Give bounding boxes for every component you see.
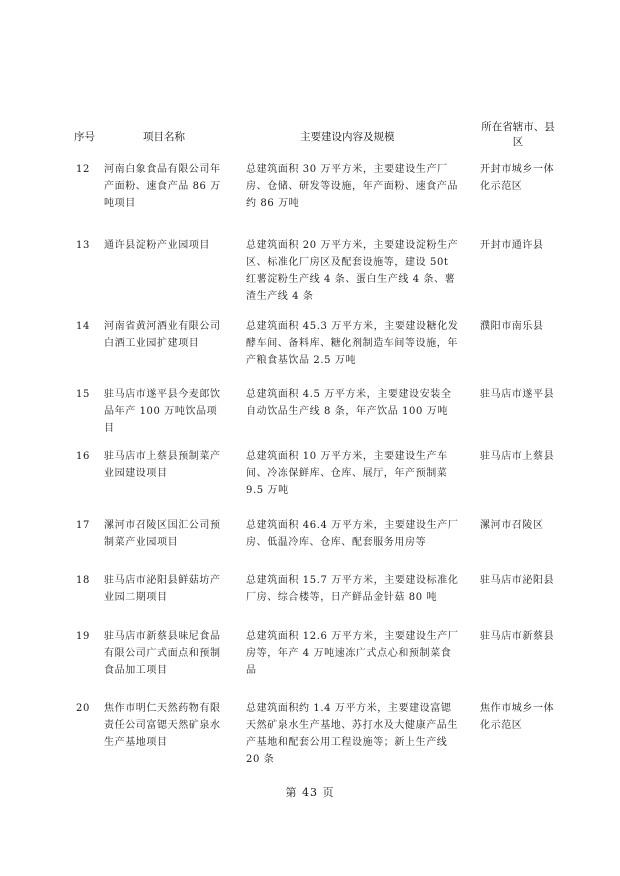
- cell-seq: 15: [76, 389, 90, 400]
- cell-name: 驻马店市上蔡县预制菜产业园建设项目: [104, 451, 221, 479]
- cell-location: 开封市通许县: [480, 240, 544, 251]
- cell-content: 总建筑面积 12.6 万平方米，主要建设生产厂房等，年产 4 万吨速冻广式点心和预制菜食品: [246, 631, 459, 676]
- table-row: [0, 572, 620, 628]
- cell-location: 驻马店市上蔡县: [480, 451, 555, 462]
- cell-seq: 18: [76, 575, 90, 586]
- cell-seq: 17: [76, 520, 90, 531]
- cell-content: 总建筑面积 30 万平方米，主要建设生产厂房、仓储、研发等设施，年产面粉、速食产品约 86 万吨: [246, 164, 458, 209]
- cell-seq: 13: [76, 240, 90, 251]
- header-content: 主要建设内容及规模: [300, 131, 395, 143]
- cell-name: 河南省黄河酒业有限公司白酒工业园扩建项目: [104, 321, 221, 349]
- cell-content: 总建筑面积 10 万平方米，主要建设生产车间、冷冻保鲜库、仓库、展厅，年产预制菜 9.5 万吨: [246, 451, 448, 496]
- cell-content: 总建筑面积 4.5 万平方米，主要建设安装全自动饮品生产线 8 条，年产饮品 100 万吨: [246, 389, 452, 417]
- cell-seq: 16: [76, 451, 90, 462]
- cell-name: 焦作市明仁天然药物有限责任公司富锶天然矿泉水生产基地项目: [104, 703, 221, 748]
- cell-location: 焦作市城乡一体化示范区: [480, 703, 555, 731]
- cell-name: 驻马店市泌阳县鲜菇坊产业园二期项目: [104, 575, 221, 603]
- cell-name: 通许县淀粉产业园项目: [104, 240, 210, 251]
- table-row: [0, 161, 620, 237]
- table-row: [0, 448, 620, 517]
- header-name: 项目名称: [143, 131, 185, 143]
- cell-location: 驻马店市新蔡县: [480, 631, 555, 642]
- page-number: 第 43 页: [285, 786, 335, 799]
- cell-seq: 12: [76, 164, 90, 175]
- cell-content: 总建筑面积 15.7 万平方米，主要建设标准化厂房、综合楼等，日产鲜品金针菇 80 吨: [246, 575, 459, 603]
- cell-name: 河南白象食品有限公司年产面粉、速食产品 86 万吨项目: [104, 164, 221, 209]
- table-row: [0, 517, 620, 572]
- cell-content: 总建筑面积 45.3 万平方米，主要建设糖化发酵车间、备料库、糖化剂制造车间等设施，年产粮食基饮品 2.5 万吨: [246, 321, 459, 366]
- header-seq: 序号: [74, 131, 95, 143]
- cell-name: 驻马店市新蔡县味尼食品有限公司广式面点和预制食品加工项目: [104, 631, 221, 676]
- cell-content: 总建筑面积 20 万平方米，主要建设淀粉生产区、标准化厂房区及配套设施等，建设 50t 红薯淀粉生产线 4 条、蛋白生产线 4 条、薯渣生产线 4 条: [246, 240, 459, 302]
- cell-content: 总建筑面积 46.4 万平方米，主要建设生产厂房、低温冷库、仓库、配套服务用房等: [246, 520, 459, 548]
- table-body: [0, 161, 620, 780]
- cell-location: 驻马店市泌阳县: [480, 575, 555, 586]
- cell-seq: 19: [76, 631, 90, 642]
- table-row: [0, 237, 620, 318]
- cell-seq: 20: [76, 703, 90, 714]
- cell-name: 驻马店市遂平县今麦郎饮品年产 100 万吨饮品项目: [104, 389, 221, 434]
- cell-location: 漯河市召陵区: [480, 520, 544, 531]
- table-row: [0, 628, 620, 700]
- header-location: 所在省辖市、县区: [481, 121, 555, 148]
- cell-location: 开封市城乡一体化示范区: [480, 164, 555, 192]
- table-row: [0, 700, 620, 780]
- cell-location: 濮阳市南乐县: [480, 321, 544, 332]
- cell-content: 总建筑面积约 1.4 万平方米，主要建设富锶天然矿泉水生产基地、苏打水及大健康产品生产基地和配套公用工程设施等；新上生产线 20 条: [246, 703, 458, 765]
- table-header: [0, 118, 620, 158]
- cell-location: 驻马店市遂平县: [480, 389, 555, 400]
- table-row: [0, 318, 620, 386]
- cell-seq: 14: [76, 321, 90, 332]
- table-row: [0, 386, 620, 448]
- cell-name: 漯河市召陵区国汇公司预制菜产业园项目: [104, 520, 221, 548]
